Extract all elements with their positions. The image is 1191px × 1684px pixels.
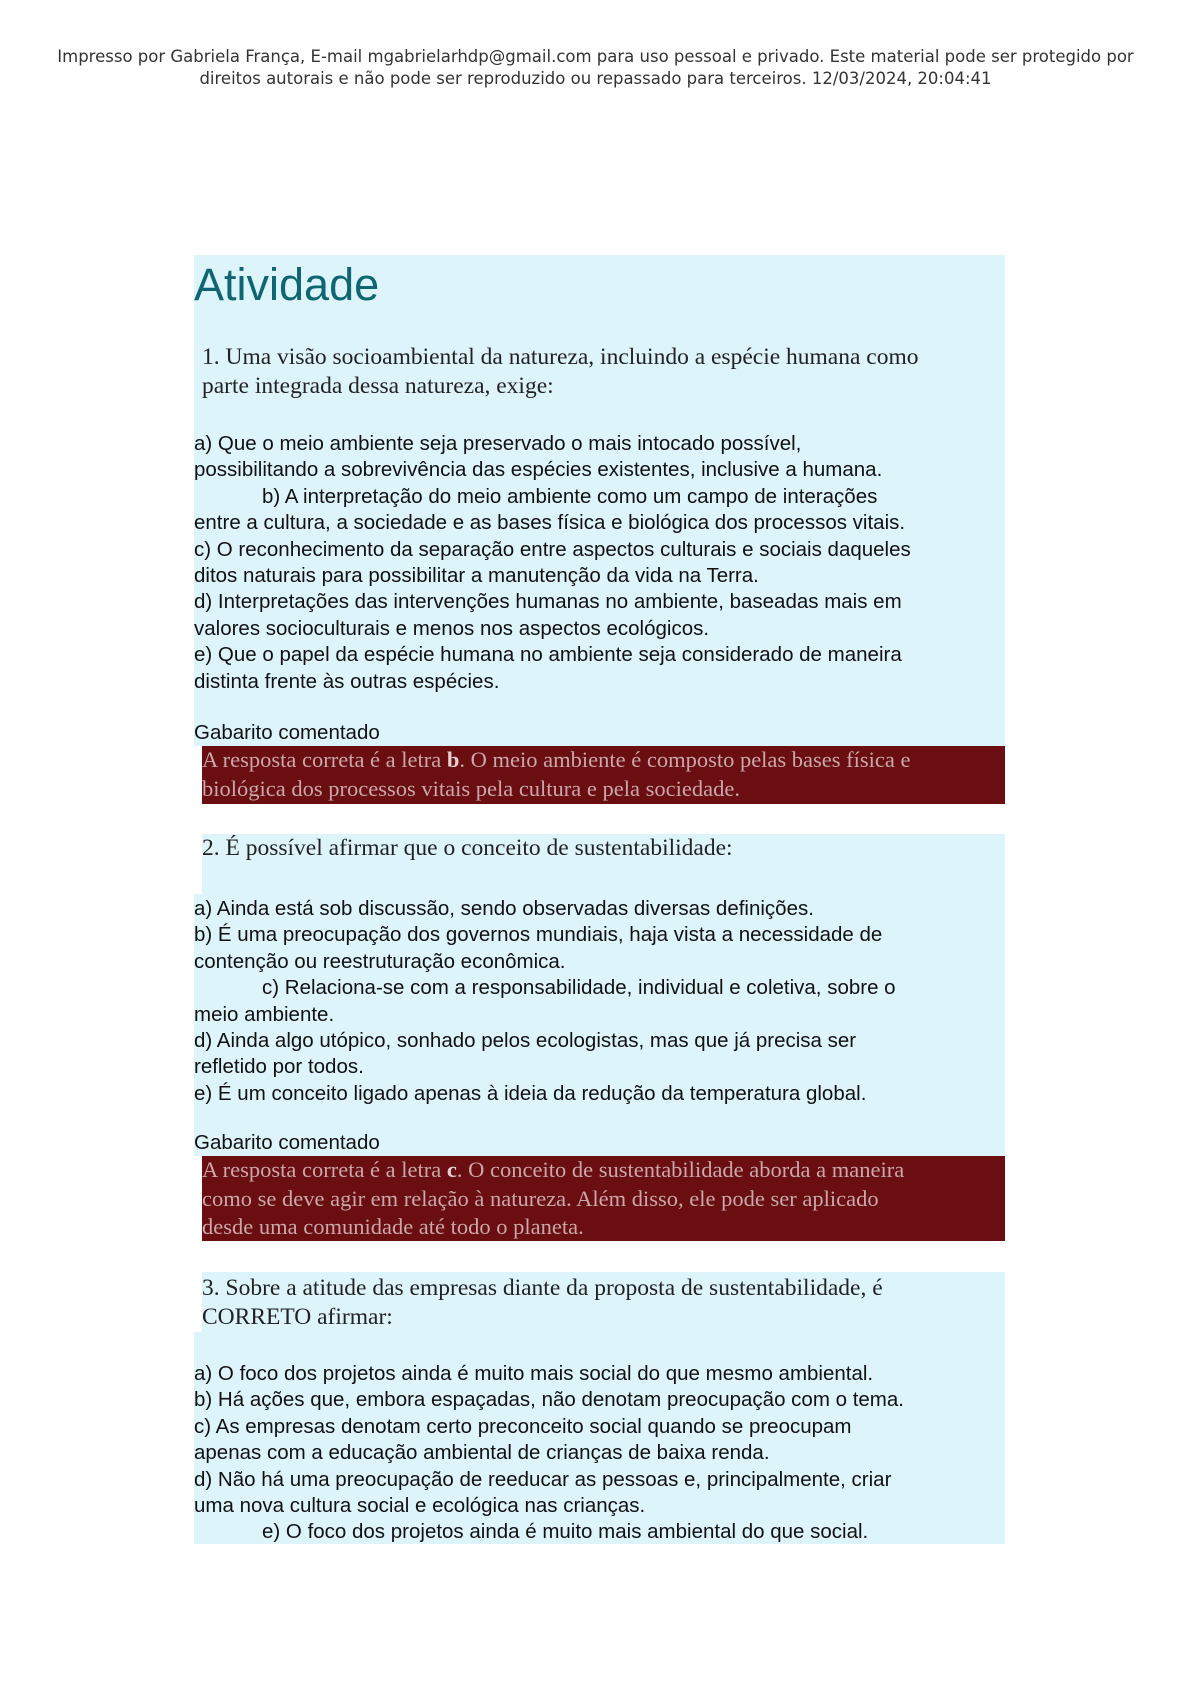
q3-option-d-line-1: d) Não há uma preocupação de reeducar as pessoas e, principalmente, criar [194,1467,892,1491]
q1-option-b-line-1: b) A interpretação do meio ambiente como um campo de interações [262,484,878,508]
question-3 [202,1274,883,1332]
q1-answer-line-1 [202,746,911,775]
question-3-line-2: CORRETO afirmar: [202,1304,393,1330]
q2-option-b-line-2: contenção ou reestruturação econômica. [194,949,566,973]
question-1-line-1: 1. Uma visão socioambiental da natureza, incluindo a espécie humana como [202,344,919,370]
q1-option-e-line-2: distinta frente às outras espécies. [194,669,500,693]
q1-option-d-line-2: valores socioculturais e menos nos aspectos ecológicos. [194,616,710,640]
q2-option-c-line-2: meio ambiente. [194,1002,335,1026]
question-3-options [194,1361,904,1546]
question-1-line-2: parte integrada dessa natureza, exige: [202,373,554,399]
page-title: Atividade [194,259,380,310]
question-2-options [194,896,896,1107]
q3-option-c-line-1: c) As empresas denotam certo preconceito social quando se preocupam [194,1414,852,1438]
watermark-line-2: direitos autorais e não pode ser reproduzido ou repassado para terceiros. 12/03/2024, 20:04:41 [199,69,992,88]
q2-answer-letter: c [446,1157,457,1182]
q2-option-d-line-2: refletido por todos. [194,1055,364,1079]
question-2-line-1: 2. É possível afirmar que o conceito de sustentabilidade: [202,835,733,861]
q2-option-b-line-1: b) É uma preocupação dos governos mundiais, haja vista a necessidade de [194,923,883,947]
q2-answer-text [202,1156,904,1242]
print-watermark [0,46,1191,90]
q2-option-d-line-1: d) Ainda algo utópico, sonhado pelos ecologistas, mas que já precisa ser [194,1029,857,1053]
q1-answer-line-2: biológica dos processos vitais pela cultura e pela sociedade. [202,775,740,801]
q3-option-d-line-2: uma nova cultura social e ecológica nas crianças. [194,1494,646,1518]
question-3-line-1: 3. Sobre a atitude das empresas diante da proposta de sustentabilidade, é [202,1275,883,1301]
q1-answer-prefix: A resposta correta é a letra [202,747,447,772]
q1-answer-letter: b [446,747,460,772]
q1-option-b-line-2: entre a cultura, a sociedade e as bases física e biológica dos processos vitais. [194,511,906,535]
question-1-options [194,431,911,695]
q2-gabarito-label: Gabarito comentado [194,1131,380,1154]
question-2 [202,834,733,863]
q2-option-a: a) Ainda está sob discussão, sendo observadas diversas definições. [194,897,814,920]
section-background-1b [194,311,202,401]
q2-answer-line-1 [202,1156,904,1185]
q1-option-a-line-1: a) Que o meio ambiente seja preservado o mais intocado possível, [194,432,802,455]
q3-option-c-line-2: apenas com a educação ambiental de crianças de baixa renda. [194,1441,770,1465]
q1-answer-text [202,746,911,803]
q1-option-c-line-2: ditos naturais para possibilitar a manutenção da vida na Terra. [194,564,759,588]
q1-option-d-line-1: d) Interpretações das intervenções humanas no ambiente, baseadas mais em [194,590,902,614]
q2-answer-line-2: como se deve agir em relação à natureza. Além disso, ele pode ser aplicado [202,1185,879,1211]
q1-option-e-line-1: e) Que o papel da espécie humana no ambiente seja considerado de maneira [194,643,902,667]
q1-option-a-line-2: possibilitando a sobrevivência das espécies existentes, inclusive a humana. [194,458,883,482]
q3-option-b: b) Há ações que, embora espaçadas, não denotam preocupação com o tema. [194,1388,904,1412]
watermark-line-1: Impresso por Gabriela França, E-mail mgabrielarhdp@gmail.com para uso pessoal e privado. Este material pode ser protegido por [57,47,1134,66]
q2-answer-suffix: . O conceito de sustentabilidade aborda a maneira [456,1157,905,1182]
q1-answer-suffix: . O meio ambiente é composto pelas bases física e [459,747,911,772]
q1-option-c-line-1: c) O reconhecimento da separação entre aspectos culturais e sociais daqueles [194,537,911,561]
q3-option-a: a) O foco dos projetos ainda é muito mais social do que mesmo ambiental. [194,1362,874,1385]
q2-option-e: e) É um conceito ligado apenas à ideia da redução da temperatura global. [194,1081,867,1105]
q2-answer-prefix: A resposta correta é a letra [202,1157,447,1182]
q2-option-c-line-1: c) Relaciona-se com a responsabilidade, individual e coletiva, sobre o [262,976,896,1000]
question-1 [202,343,919,401]
q3-option-e: e) O foco dos projetos ainda é muito mais ambiental do que social. [262,1520,869,1544]
q1-gabarito-label: Gabarito comentado [194,721,380,744]
q2-answer-line-3: desde uma comunidade até todo o planeta. [202,1214,584,1239]
